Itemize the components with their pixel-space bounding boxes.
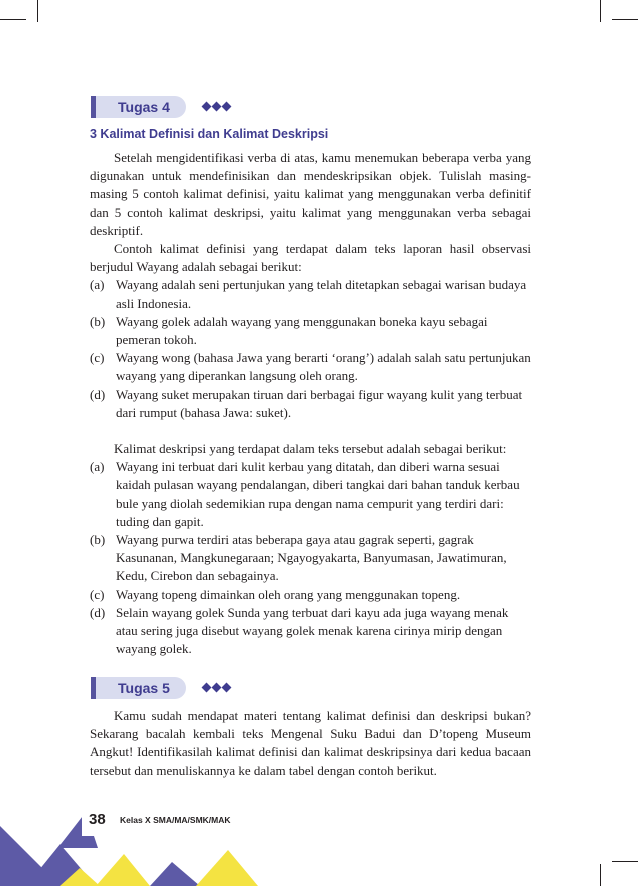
book-label: Kelas X SMA/MA/SMK/MAK [120,815,231,825]
task-5-label: Tugas 5 [118,680,170,696]
triangle-shape [150,862,200,886]
list-item: (a) Wayang ini terbuat dari kulit kerbau yang ditatah, dan diberi warna sesuai kaidah pulasan wayang pendalangan, diberi tangkai dari bahan tanduk kerbau bule yang diolah sedemikian rupa dengan nama cempurit yang terdiri dari: tuding dan gapit. [90,459,520,529]
task-5-diamonds-icon [203,684,230,691]
list-item: (a) Wayang adalah seni pertunjukan yang telah ditetapkan sebagai warisan budaya asli Indonesia. [90,277,527,311]
task-4-diamonds-icon [203,103,230,110]
crop-mark [612,19,638,20]
description-intro: Kalimat deskripsi yang terdapat dalam teks tersebut adalah sebagai berikut: [114,441,507,457]
crop-mark [0,19,26,20]
definition-intro: Contoh kalimat definisi yang terdapat dalam teks laporan hasil observasi berjudul Wayang adalah sebagai berikut: [90,241,531,275]
intro-paragraph: Setelah mengidentifikasi verba di atas, kamu menemukan beberapa verba yang digunakan untuk mendefinisikan dan mendeskripsikan objek. Tulislah masing-masing 5 contoh kalimat definisi, yaitu kalimat yang menggunakan verba definitif dan 5 contoh kalimat deskripsi, yaitu kalimat yang menggunakan verba sebagai deskriptif. [90,150,531,238]
task-5-tab [91,677,186,699]
list-item: (b) Wayang golek adalah wayang yang menggunakan boneka kayu sebagai pemeran tokoh. [90,313,488,348]
list-item: (d) Selain wayang golek Sunda yang terbuat dari kayu ada juga wayang menak atau sering juga disebut wayang golek menak karena cirinya mirip dengan wayang golek. [90,604,509,657]
crop-mark [600,0,601,22]
definition-list [90,276,531,422]
crop-mark [612,861,638,862]
crop-mark [600,864,601,886]
crop-mark [37,0,38,22]
section-heading: 3 Kalimat Definisi dan Kalimat Deskripsi [90,127,329,141]
page-number: 38 [89,811,106,828]
task-4-tab [91,96,186,118]
task-5-paragraph: Kamu sudah mendapat materi tentang kalimat definisi dan deskripsi bukan? Sekarang bacalah kembali teks Mengenal Suku Badui dan D’topeng Museum Angkut! Identifikasilah kalimat definisi dan kalimat deskripsinya dari kedua bacaan tersebut dan menuliskannya ke dalam tabel dengan contoh berikut. [90,708,531,778]
list-item: (c) Wayang wong (bahasa Jawa yang berarti ‘orang’) adalah salah satu pertunjukan wayang yang diperankan langsung oleh orang. [90,350,531,384]
description-list [90,458,531,658]
task-4-label: Tugas 4 [118,99,170,115]
list-item: (c) Wayang topeng dimainkan oleh orang yang menggunakan topeng. [90,586,461,602]
task-5-text [90,707,531,780]
main-text [90,149,531,658]
triangle-shape [196,850,258,886]
list-item: (b) Wayang purwa terdiri atas beberapa gaya atau gagrak seperti, gagrak Kasunanan, Mangkunegaraan; Ngayogyakarta, Banyumasan, Jawatimuran, Kedu, Cirebon dan sebagainya. [90,532,507,584]
list-item: (d) Wayang suket merupakan tiruan dari berbagai figur wayang kulit yang terbuat dari rumput (bahasa Jawa: suket). [90,386,523,420]
triangle-shape [96,854,150,886]
